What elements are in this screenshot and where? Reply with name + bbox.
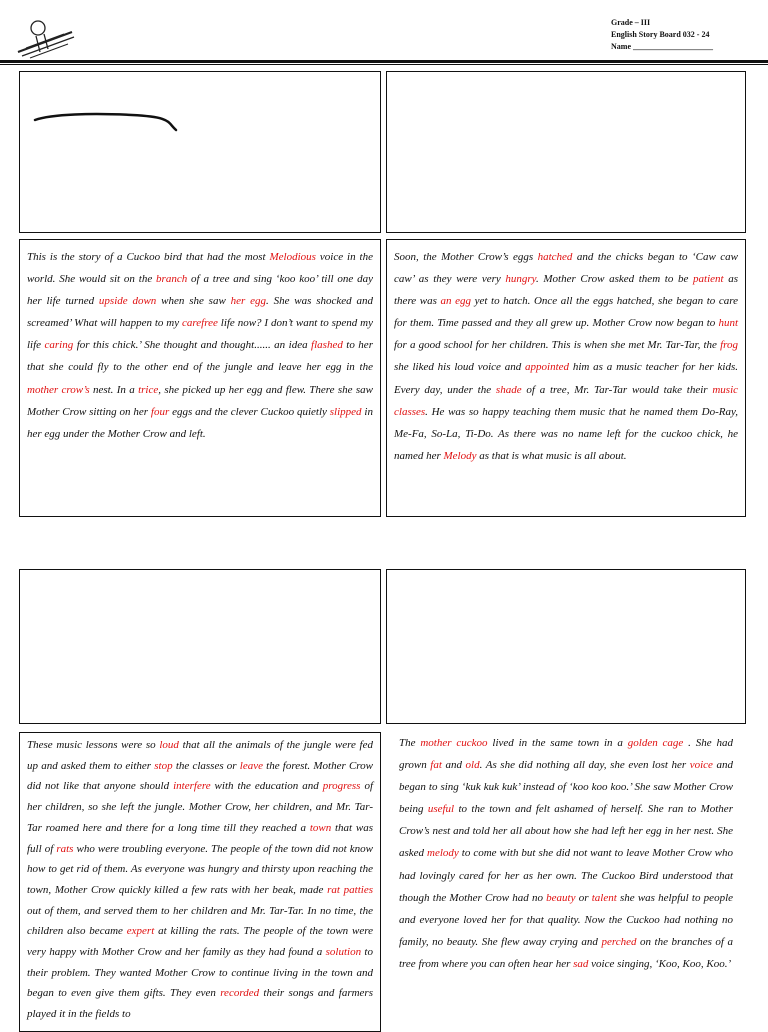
highlighted-word: hunt bbox=[718, 317, 738, 330]
story-text: . He was so happy teaching them music that he named them Do-Ray, Me-Fa, So-La, Ti-Do. As there was no name left for the cuckoo chick, he named her bbox=[394, 405, 738, 462]
highlighted-word: branch bbox=[156, 273, 188, 286]
pencil-scribble bbox=[32, 110, 182, 138]
highlighted-word: voice bbox=[689, 759, 713, 772]
highlighted-word: stop bbox=[154, 759, 173, 772]
story-text: to the town and felt ashamed of herself. She ran to Mother Crow’s nest and told her all about how she had left her egg in her nest. She asked bbox=[399, 803, 733, 860]
story-text: and the chicks began to ‘Caw caw caw’ as they were very bbox=[394, 251, 738, 286]
highlighted-word: music classes bbox=[394, 383, 739, 418]
story-text: him as a music teacher for her kids. Every day, under the bbox=[394, 361, 738, 396]
highlighted-word: interfere bbox=[173, 780, 211, 793]
highlighted-word: perched bbox=[601, 935, 637, 948]
name-field[interactable]: Name ____________________ bbox=[611, 42, 713, 51]
story-text: to their problem. They wanted Mother Crow to continue living in the town and began to even give them gifts. They even bbox=[27, 946, 373, 1000]
highlighted-word: expert bbox=[126, 925, 155, 938]
story-text: out of them, and served them to her children and Mr. Tar-Tar. In no time, the children also became bbox=[27, 904, 373, 938]
story-text: of a tree, Mr. Tar-Tar would take their bbox=[521, 383, 713, 396]
highlighted-word: four bbox=[150, 405, 170, 418]
highlighted-word: old bbox=[465, 759, 480, 772]
header-rule-thin bbox=[0, 64, 768, 65]
highlighted-word: rat patties bbox=[327, 883, 373, 896]
drawing-box-2[interactable] bbox=[386, 71, 746, 233]
story-text: The bbox=[399, 737, 421, 749]
highlighted-word: carefree bbox=[182, 317, 218, 330]
highlighted-word: hatched bbox=[537, 251, 573, 263]
highlighted-word: appointed bbox=[525, 361, 570, 374]
highlighted-word: patient bbox=[693, 273, 724, 286]
highlighted-word: Melody bbox=[443, 449, 477, 462]
board-label: English Story Board 032 - 24 bbox=[611, 30, 710, 39]
story-text: Soon, the Mother Crow’s eggs bbox=[394, 251, 538, 263]
school-logo-icon bbox=[16, 18, 76, 60]
highlighted-word: beauty bbox=[546, 891, 576, 904]
story-text: and bbox=[441, 759, 466, 772]
story-text: the forest. Mother Crow did not like that anyone should bbox=[27, 759, 373, 793]
highlighted-word: her egg bbox=[230, 295, 266, 308]
story-panel-2 bbox=[386, 239, 746, 517]
highlighted-word: flashed bbox=[311, 339, 343, 352]
story-panel-1 bbox=[19, 239, 381, 517]
story-text: . She was shocked and screamed’ What will happen to my bbox=[27, 295, 373, 330]
highlighted-word: melody bbox=[427, 847, 459, 860]
story-text: This is the story of a Cuckoo bird that had the most bbox=[27, 251, 270, 263]
story-text: lived in the same town in a bbox=[487, 737, 628, 749]
highlighted-word: leave bbox=[239, 759, 263, 772]
drawing-box-1[interactable] bbox=[19, 71, 381, 233]
story-text: . Mother Crow asked them to be bbox=[535, 273, 694, 286]
story-text: . As she did nothing all day, she even lost her bbox=[479, 759, 690, 772]
story-text: of her children, so she left the jungle. Mother Crow, her children, and Mr. Tar-Tar roamed here and there for a long time till they reached a bbox=[27, 780, 374, 834]
highlighted-word: upside down bbox=[98, 295, 157, 308]
story-text: and began to sing ‘kuk kuk kuk’ instead of ‘koo koo koo.’ She saw Mother Crow being bbox=[399, 759, 734, 816]
story-panel-4 bbox=[386, 728, 746, 1028]
highlighted-word: solution bbox=[325, 946, 362, 959]
story-text: to come with but she did not want to leave Mother Crow who had lovingly cared for her as her own. The Cuckoo Bird understood that though the Mother Crow had no bbox=[399, 847, 733, 904]
drawing-box-3[interactable] bbox=[19, 569, 381, 724]
story-text: eggs and the clever Cuckoo quietly bbox=[169, 405, 330, 418]
story-text: their songs and farmers played it in the fields to bbox=[27, 987, 373, 1021]
story-text: of a tree and sing ‘koo koo’ till one day her life turned bbox=[27, 273, 374, 308]
story-text: that was full of bbox=[27, 821, 373, 855]
story-text: yet to hatch. Once all the eggs hatched, she began to care for them. Time passed and they all grew up. Mother Crow now began to bbox=[394, 295, 738, 330]
highlighted-word: mother cuckoo bbox=[420, 737, 488, 749]
highlighted-word: sad bbox=[573, 957, 589, 970]
highlighted-word: hungry bbox=[505, 273, 536, 286]
story-text: when she saw bbox=[156, 295, 231, 308]
story-text: These music lessons were so bbox=[27, 739, 160, 751]
story-text: who were troubling everyone. The people of the town did not know how to get rid of them. As everyone was hungry and thirsty upon reaching the town, Mother Crow quickly killed a few rats with her beak, made bbox=[27, 842, 373, 896]
header-rule bbox=[0, 60, 768, 63]
highlighted-word: frog bbox=[720, 339, 738, 352]
story-text: with the education and bbox=[210, 780, 323, 793]
story-text: or bbox=[575, 891, 592, 904]
highlighted-word: fat bbox=[430, 759, 442, 772]
highlighted-word: an egg bbox=[440, 295, 471, 308]
story-text: at killing the rats. The people of the town were very happy with Mother Crow and her family as they had found a bbox=[27, 925, 373, 959]
story-text: as that is what music is all about. bbox=[476, 449, 627, 462]
story-text: voice singing, ‘Koo, Koo, Koo.’ bbox=[588, 957, 732, 970]
highlighted-word: recorded bbox=[220, 987, 260, 1000]
highlighted-word: slipped bbox=[329, 405, 362, 418]
highlighted-word: caring bbox=[44, 339, 74, 352]
highlighted-word: golden cage bbox=[627, 737, 684, 749]
story-text: as there was bbox=[394, 273, 739, 308]
story-text: on the branches of a tree from where you can often hear her bbox=[399, 935, 733, 970]
highlighted-word: town bbox=[309, 821, 332, 834]
highlighted-word: Melodious bbox=[269, 251, 316, 263]
drawing-box-4[interactable] bbox=[386, 569, 746, 724]
story-text: that all the animals of the jungle were fed up and asked them to either bbox=[27, 739, 373, 772]
grade-label: Grade – III bbox=[611, 18, 651, 27]
story-text: . She had grown bbox=[399, 737, 734, 772]
story-text: the classes or bbox=[172, 759, 240, 772]
story-text: voice in the world. She would sit on the bbox=[27, 251, 373, 286]
story-text: she was helpful to people and everyone loved her for that quality. Now the Cuckoo had nothing no family, no beauty. She flew away crying and bbox=[399, 891, 734, 948]
highlighted-word: talent bbox=[591, 891, 617, 904]
story-text: for this chick.’ She thought and thought...... an idea bbox=[73, 339, 312, 352]
story-text: for a good school for her children. This is when she met Mr. Tar-Tar, the bbox=[394, 339, 721, 352]
highlighted-word: mother crow’s bbox=[27, 383, 90, 396]
highlighted-word: loud bbox=[159, 739, 179, 751]
highlighted-word: rats bbox=[56, 842, 74, 855]
story-text: , she picked up her egg and flew. There she saw Mother Crow sitting on her bbox=[27, 383, 374, 418]
story-panel-3 bbox=[19, 732, 381, 1032]
story-text: in her egg under the Mother Crow and left. bbox=[27, 405, 373, 440]
highlighted-word: shade bbox=[495, 383, 522, 396]
worksheet-header bbox=[611, 17, 713, 53]
highlighted-word: progress bbox=[322, 780, 361, 793]
story-text: she liked his loud voice and bbox=[394, 361, 526, 374]
story-text: to her that she could fly to the other end of the jungle and leave her egg in the bbox=[27, 339, 373, 374]
highlighted-word: useful bbox=[427, 803, 455, 816]
story-text: life now? I don’t want to spend my life bbox=[27, 317, 373, 352]
highlighted-word: trice bbox=[138, 383, 159, 396]
story-text: nest. In a bbox=[89, 383, 139, 396]
